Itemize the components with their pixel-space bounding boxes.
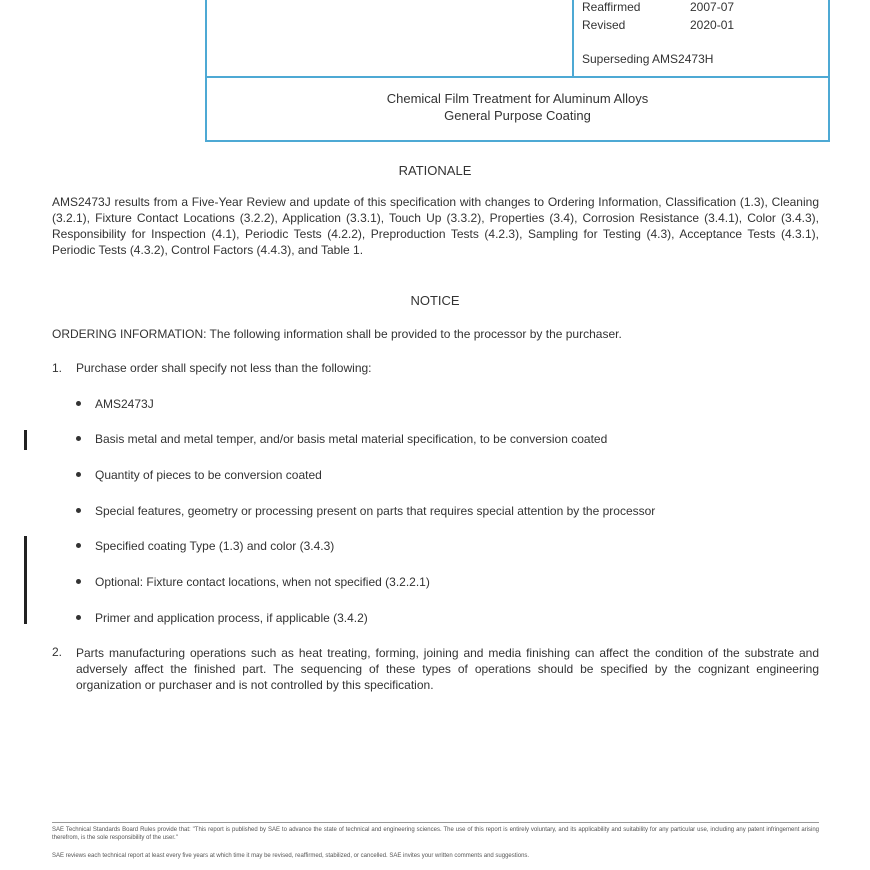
bullet-icon	[76, 508, 81, 513]
list-item	[76, 611, 368, 625]
title-line-1: Chemical Film Treatment for Aluminum Alloys	[386, 91, 649, 106]
bullet-icon	[76, 615, 81, 620]
footer-disclaimer: SAE Technical Standards Board Rules provide that: "This report is published by SAE to advance the state of technical and engineering sciences. The use of this report is entirely voluntary, and its applicability and suitability for any particular use, including any patent infringement arising therefrom, is the sole responsibility of the user."	[52, 827, 819, 841]
reaffirmed-value: 2007-07	[690, 0, 735, 14]
title-line-2: General Purpose Coating	[444, 108, 591, 123]
bullet-text: Optional: Fixture contact locations, when not specified (3.2.2.1)	[95, 575, 430, 589]
footer-review-note: SAE reviews each technical report at least every five years at which time it may be revised, reaffirmed, stabilized, or cancelled. SAE invites your written comments and suggestions.	[52, 853, 530, 859]
item-2-number: 2.	[52, 645, 63, 659]
list-item	[76, 539, 334, 553]
document-title	[207, 90, 828, 124]
revised-value: 2020-01	[690, 18, 735, 32]
bullet-icon	[76, 436, 81, 441]
rationale-heading: RATIONALE	[398, 163, 472, 178]
rationale-text: AMS2473J results from a Five-Year Review and update of this specification with changes to Ordering Information, Classification (1.3), Cleaning (3.2.1), Fixture Contact Locations (3.2.2), Application (3.3.1), Touch Up (3.3.2), Properties (3.4), Corrosion Resistance (3.4.1), Color (3.4.3), Responsibility for Inspection (4.1), Periodic Tests (4.2.2), Preproduction Tests (4.2.3), Sampling for Testing (4.3), Acceptance Tests (4.3.1), Periodic Tests (4.3.2), Control Factors (4.4.3), and Table 1.	[52, 195, 819, 257]
superseding-note: Superseding AMS2473H	[582, 52, 714, 66]
list-item	[76, 468, 322, 482]
ordering-information: ORDERING INFORMATION: The following information shall be provided to the processor by the purchaser.	[52, 327, 622, 341]
revised-row	[582, 18, 734, 32]
bullet-text: Quantity of pieces to be conversion coated	[95, 468, 322, 482]
reaffirmed-row	[582, 0, 734, 14]
bullet-text: AMS2473J	[95, 397, 154, 411]
list-item	[76, 575, 430, 589]
list-item	[76, 397, 154, 411]
reaffirmed-label: Reaffirmed	[582, 0, 641, 14]
list-item	[76, 504, 655, 518]
list-item	[76, 432, 607, 446]
footer-divider	[52, 822, 819, 823]
notice-heading: NOTICE	[410, 293, 460, 308]
header-top-section	[207, 0, 828, 78]
bullet-icon	[76, 472, 81, 477]
bullet-icon	[76, 543, 81, 548]
item-1-text: Purchase order shall specify not less than the following:	[76, 361, 372, 375]
header-divider	[572, 0, 574, 76]
document-header-box	[205, 0, 830, 142]
bullet-text: Primer and application process, if applicable (3.4.2)	[95, 611, 368, 625]
bullet-text: Basis metal and metal temper, and/or basis metal material specification, to be conversion coated	[95, 432, 608, 446]
bullet-text: Specified coating Type (1.3) and color (3.4.3)	[95, 539, 335, 553]
revised-label: Revised	[582, 18, 626, 32]
item-2-text: Parts manufacturing operations such as heat treating, forming, joining and media finishing can affect the condition of the substrate and adversely affect the finished part. The sequencing of these types of operations should be specified by the cognizant engineering organization or purchaser and is not controlled by this specification.	[76, 646, 819, 692]
bullet-icon	[76, 401, 81, 406]
bullet-icon	[76, 579, 81, 584]
item-1-number: 1.	[52, 361, 63, 375]
change-bar	[24, 536, 27, 624]
change-bar	[24, 430, 27, 450]
bullet-text: Special features, geometry or processing present on parts that requires special attention by the processor	[95, 504, 656, 518]
